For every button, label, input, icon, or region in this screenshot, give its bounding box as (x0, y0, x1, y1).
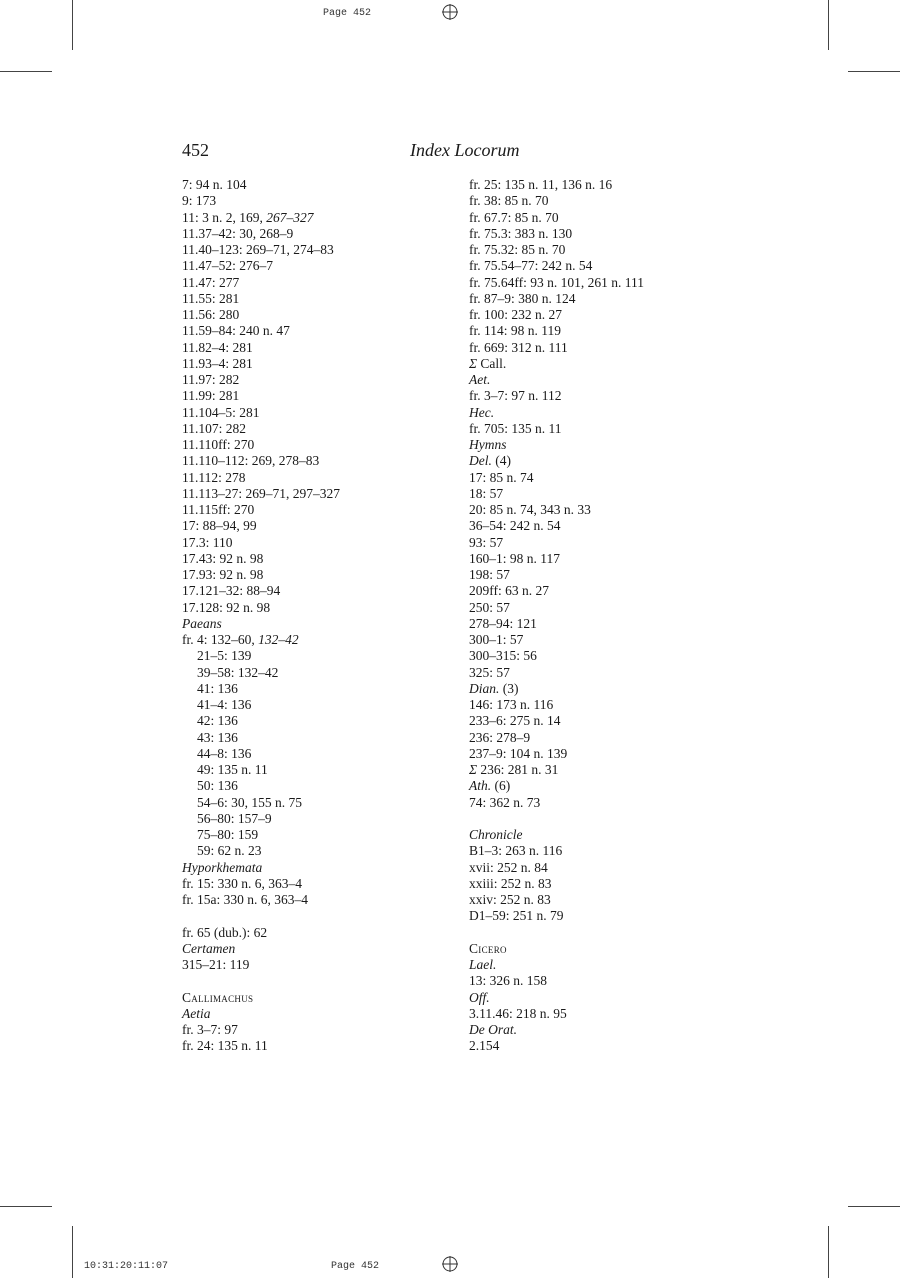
crop-mark-top-left (72, 0, 73, 50)
index-entry-text: 11: 3 n. 2, 169, (182, 209, 267, 225)
index-entry (469, 567, 644, 583)
page-number: 452 (182, 140, 209, 160)
index-entry-italic-part: 132–42 (258, 632, 299, 647)
index-entry-text: fr. 65 (dub.): 62 (182, 924, 268, 940)
index-entry-text: fr. 75.3: 383 n. 130 (469, 225, 573, 241)
index-entry-text: 18: 57 (469, 485, 504, 501)
index-entry-text: fr. 15: 330 n. 6, 363–4 (182, 875, 302, 891)
index-spacer (182, 908, 340, 924)
index-entry (182, 665, 340, 681)
index-entry-text: 325: 57 (469, 664, 510, 680)
index-entry (182, 437, 340, 453)
index-entry-text: fr. 3–7: 97 n. 112 (469, 388, 562, 404)
index-spacer (469, 925, 644, 941)
index-entry (182, 876, 340, 892)
index-entry (469, 762, 644, 778)
index-entry (469, 307, 644, 323)
index-entry-text: fr. 75.32: 85 n. 70 (469, 242, 566, 257)
index-entry-text: 17: 85 n. 74 (469, 469, 534, 485)
index-entry (182, 1006, 340, 1022)
index-entry-italic-part: 267–327 (266, 209, 314, 225)
index-entry-text: 11.40–123: 269–71, 274–83 (182, 242, 334, 257)
index-entry (182, 388, 340, 404)
index-entry-text: 300–315: 56 (469, 648, 537, 664)
index-entry-text: 7: 94 n. 104 (182, 177, 247, 192)
index-entry-text: 59: 62 n. 23 (197, 843, 262, 859)
index-entry-text: Aetia (182, 1005, 211, 1021)
index-entry-text: fr. 669: 312 n. 111 (469, 339, 568, 355)
index-entry (469, 697, 644, 713)
index-entry (469, 193, 644, 209)
index-entry-text: 11.107: 282 (182, 420, 246, 436)
index-entry-text: D1–59: 251 n. 79 (469, 908, 564, 924)
index-entry-text: Hyporkhemata (182, 859, 263, 875)
index-entry (469, 583, 644, 599)
index-entry (469, 957, 644, 973)
index-entry (182, 372, 340, 388)
index-spacer (469, 811, 644, 827)
index-entry (182, 1022, 340, 1038)
registration-mark-bottom-icon (442, 1256, 458, 1272)
index-entry-text: 11.82–4: 281 (182, 339, 253, 355)
index-entry (469, 600, 644, 616)
index-entry-text: fr. 67.7: 85 n. 70 (469, 209, 559, 225)
index-entry-text: 75–80: 159 (197, 827, 259, 842)
index-entry-text: 41–4: 136 (197, 697, 252, 712)
index-entry (469, 502, 644, 518)
index-entry-text: 56–80: 157–9 (197, 810, 272, 826)
index-entry (469, 177, 644, 193)
index-entry-text: 11.110–112: 269, 278–83 (182, 453, 320, 469)
index-entry (182, 648, 340, 664)
index-entry-text: 11.97: 282 (182, 372, 240, 387)
index-spacer (182, 973, 340, 989)
index-entry (182, 307, 340, 323)
index-entry (182, 632, 340, 648)
index-entry-text: Aet. (469, 372, 491, 387)
index-entry (469, 551, 644, 567)
index-entry-text: fr. 114: 98 n. 119 (469, 323, 561, 339)
index-entry (182, 258, 340, 274)
index-entry (182, 957, 340, 973)
index-entry (469, 730, 644, 746)
index-entry (182, 405, 340, 421)
index-entry-text: 9: 173 (182, 193, 217, 209)
index-entry-text: Hec. (469, 404, 495, 420)
index-entry (469, 226, 644, 242)
index-entry-text: 315–21: 119 (182, 957, 250, 972)
index-entry (469, 681, 644, 697)
index-entry (182, 892, 340, 908)
index-entry-text: fr. 24: 135 n. 11 (182, 1038, 268, 1054)
index-entry (469, 291, 644, 307)
index-entry-text: Hymns (469, 437, 507, 452)
index-entry (182, 1038, 340, 1054)
index-entry-text: 17.128: 92 n. 98 (182, 599, 271, 615)
index-entry (182, 340, 340, 356)
index-entry-text: 300–1: 57 (469, 632, 524, 647)
index-entry (182, 713, 340, 729)
crop-mark-right-top (848, 71, 900, 72)
index-entry-text: 11.93–4: 281 (182, 355, 253, 371)
index-entry-text: 2.154 (469, 1038, 500, 1054)
index-entry-text: 11.99: 281 (182, 388, 240, 404)
index-author-heading (182, 990, 340, 1006)
index-entry-text: 160–1: 98 n. 117 (469, 550, 560, 566)
index-entry (469, 795, 644, 811)
index-entry (469, 1006, 644, 1022)
index-entry (182, 746, 340, 762)
index-column-right (469, 177, 644, 1055)
index-entry (182, 193, 340, 209)
index-entry-text: De Orat. (469, 1022, 517, 1037)
index-entry (182, 600, 340, 616)
index-entry-text: fr. 38: 85 n. 70 (469, 193, 549, 209)
index-entry (469, 388, 644, 404)
index-entry (469, 470, 644, 486)
index-entry (182, 470, 340, 486)
index-entry-text: 54–6: 30, 155 n. 75 (197, 794, 303, 810)
index-entry-text: 17.43: 92 n. 98 (182, 550, 264, 566)
index-entry-text: 17.121–32: 88–94 (182, 583, 281, 599)
index-entry (182, 518, 340, 534)
index-entry-text: 11.115ff: 270 (182, 502, 255, 517)
index-entry (469, 1038, 644, 1054)
index-entry-text: fr. 15a: 330 n. 6, 363–4 (182, 892, 308, 907)
index-entry (469, 210, 644, 226)
index-entry-text: 11.47: 277 (182, 274, 240, 290)
index-entry (182, 567, 340, 583)
index-entry (469, 908, 644, 924)
index-entry-text: 250: 57 (469, 599, 510, 615)
crop-mark-left-top (0, 71, 52, 72)
index-entry (182, 762, 340, 778)
index-entry-text: 11.55: 281 (182, 290, 240, 306)
index-entry-text: (4) (491, 453, 511, 469)
index-entry-text: Off. (469, 989, 490, 1005)
index-entry (182, 323, 340, 339)
index-entry (469, 421, 644, 437)
index-author-heading (469, 941, 644, 957)
index-entry (182, 681, 340, 697)
running-head: Index Locorum (410, 140, 520, 160)
index-entry-text: 11.113–27: 269–71, 297–327 (182, 485, 340, 501)
index-entry-text: 209ff: 63 n. 27 (469, 583, 549, 599)
index-entry (182, 242, 340, 258)
index-entry (469, 778, 644, 794)
index-entry-text: 39–58: 132–42 (197, 664, 279, 680)
index-entry-text: Callimachus (182, 989, 254, 1005)
index-entry-text: 44–8: 136 (197, 745, 252, 761)
index-entry (469, 665, 644, 681)
index-entry (182, 925, 340, 941)
crop-mark-top-right (828, 0, 829, 50)
slug-bottom-page-label: Page 452 (331, 1261, 380, 1272)
index-entry-text: fr. 75.64ff: 93 n. 101, 261 n. 111 (469, 274, 644, 290)
index-entry (182, 616, 340, 632)
index-entry (469, 258, 644, 274)
index-entry (469, 453, 644, 469)
index-entry-text: fr. 4: 132–60, (182, 632, 259, 647)
index-entry-text: 236: 278–9 (469, 729, 531, 745)
index-column-left (182, 177, 340, 1055)
index-entry-text: (3) (499, 680, 519, 696)
index-entry-text: 42: 136 (197, 713, 238, 729)
index-entry (182, 275, 340, 291)
index-entry (182, 210, 340, 226)
index-entry (469, 372, 644, 388)
index-entry-text: 50: 136 (197, 778, 238, 794)
index-entry (469, 892, 644, 908)
index-entry (182, 356, 340, 372)
index-entry-text: 36–54: 242 n. 54 (469, 518, 561, 534)
index-entry-text: fr. 100: 232 n. 27 (469, 307, 562, 322)
index-entry (182, 697, 340, 713)
index-entry (469, 486, 644, 502)
index-entry-text: 17.3: 110 (182, 534, 233, 550)
index-entry (182, 291, 340, 307)
index-entry (182, 827, 340, 843)
index-entry-text: Lael. (469, 957, 497, 972)
index-entry-text: 17.93: 92 n. 98 (182, 567, 264, 582)
index-entry-text: Call. (480, 355, 507, 371)
index-entry (182, 453, 340, 469)
index-entry-text: 74: 362 n. 73 (469, 794, 541, 810)
crop-mark-bottom-right (828, 1226, 829, 1278)
index-entry (469, 860, 644, 876)
index-entry (182, 843, 340, 859)
slug-bottom-timestamp: 10:31:20:11:07 (84, 1261, 169, 1272)
index-entry (469, 990, 644, 1006)
index-entry-text: 236: 281 n. 31 (480, 762, 559, 777)
index-entry-text: 11.110ff: 270 (182, 437, 255, 452)
crop-mark-right-bottom (848, 1206, 900, 1207)
index-entry-text: xxiii: 252 n. 83 (469, 875, 552, 891)
crop-mark-left-bottom (0, 1206, 52, 1207)
index-entry (182, 486, 340, 502)
index-entry (469, 535, 644, 551)
index-entry (182, 535, 340, 551)
index-entry-text: Chronicle (469, 827, 523, 842)
index-entry-text: 13: 326 n. 158 (469, 973, 548, 989)
slug-top-page-label: Page 452 (323, 8, 372, 19)
index-entry (469, 1022, 644, 1038)
index-entry (182, 551, 340, 567)
index-entry-text: 233–6: 275 n. 14 (469, 713, 561, 729)
index-entry-text: 49: 135 n. 11 (197, 762, 268, 777)
index-entry (469, 973, 644, 989)
index-entry (469, 876, 644, 892)
index-entry-text: Cicero (469, 940, 507, 956)
index-entry-italic-part: Dian. (469, 680, 500, 696)
index-entry-text: 11.37–42: 30, 268–9 (182, 225, 294, 241)
index-entry (469, 713, 644, 729)
index-entry (182, 177, 340, 193)
index-entry-italic-part: Ath. (469, 778, 492, 794)
index-entry-text: 11.59–84: 240 n. 47 (182, 323, 290, 339)
index-entry-text: 93: 57 (469, 534, 504, 550)
index-entry-text: B1–3: 263 n. 116 (469, 843, 563, 859)
index-entry (469, 746, 644, 762)
index-entry-italic-part: Del. (469, 453, 492, 469)
index-entry-text: fr. 75.54–77: 242 n. 54 (469, 258, 593, 274)
index-entry (469, 275, 644, 291)
index-entry (182, 941, 340, 957)
index-entry-text: xxiv: 252 n. 83 (469, 892, 551, 907)
index-entry (182, 795, 340, 811)
index-entry-text: 278–94: 121 (469, 615, 537, 631)
registration-mark-top-icon (442, 4, 458, 20)
index-entry-text: 21–5: 139 (197, 648, 252, 664)
index-entry (469, 827, 644, 843)
index-entry-text: 146: 173 n. 116 (469, 697, 554, 712)
index-entry-text: 198: 57 (469, 567, 510, 582)
index-entry (469, 323, 644, 339)
index-entry (182, 583, 340, 599)
index-entry (469, 648, 644, 664)
index-entry-text: 11.56: 280 (182, 307, 240, 322)
index-entry (182, 421, 340, 437)
index-entry (469, 616, 644, 632)
index-entry (469, 632, 644, 648)
index-entry (182, 811, 340, 827)
index-entry-text: (6) (491, 778, 511, 794)
index-entry (469, 356, 644, 372)
index-entry-text: 43: 136 (197, 729, 238, 745)
index-entry-text: fr. 87–9: 380 n. 124 (469, 290, 576, 306)
index-entry (469, 437, 644, 453)
index-entry (182, 502, 340, 518)
index-entry (182, 730, 340, 746)
index-entry-text: 20: 85 n. 74, 343 n. 33 (469, 502, 591, 517)
index-entry-text: 41: 136 (197, 680, 238, 696)
index-entry (469, 405, 644, 421)
index-entry-text: Certamen (182, 940, 236, 956)
index-entry (182, 778, 340, 794)
index-entry-text: 11.112: 278 (182, 469, 246, 485)
index-entry-text: fr. 705: 135 n. 11 (469, 420, 562, 436)
index-entry-text: 17: 88–94, 99 (182, 518, 257, 534)
index-entry (469, 242, 644, 258)
index-entry-text: Paeans (182, 615, 222, 631)
index-entry-italic-part: Σ (469, 762, 481, 777)
index-entry (469, 340, 644, 356)
index-entry (469, 518, 644, 534)
index-entry-text: 11.104–5: 281 (182, 404, 260, 420)
index-entry-text: 237–9: 104 n. 139 (469, 745, 568, 761)
index-entry (469, 843, 644, 859)
crop-mark-bottom-left (72, 1226, 73, 1278)
index-entry-text: xvii: 252 n. 84 (469, 859, 548, 875)
index-entry (182, 860, 340, 876)
index-entry-text: fr. 3–7: 97 (182, 1022, 238, 1037)
index-entry-italic-part: Σ (469, 355, 481, 371)
index-entry (182, 226, 340, 242)
index-entry-text: fr. 25: 135 n. 11, 136 n. 16 (469, 177, 613, 192)
index-entry-text: 11.47–52: 276–7 (182, 258, 273, 274)
index-entry-text: 3.11.46: 218 n. 95 (469, 1005, 567, 1021)
